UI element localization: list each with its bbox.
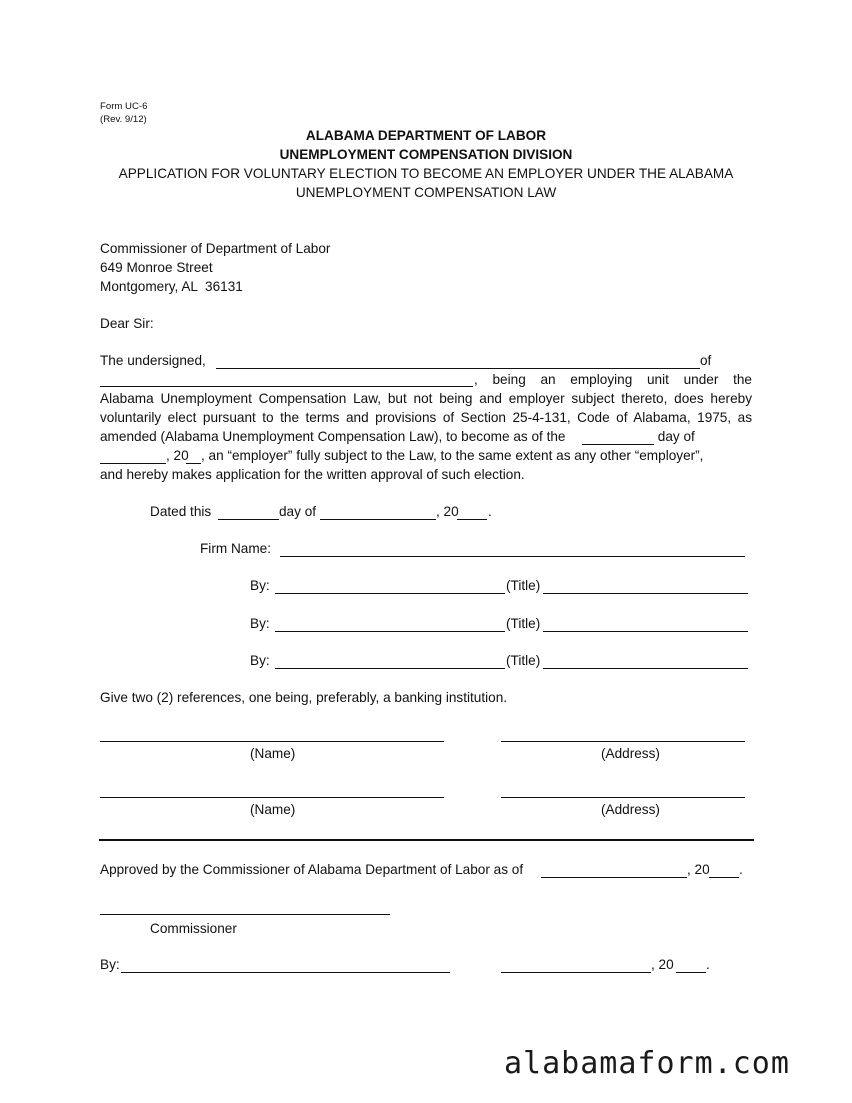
signature-title-field-1[interactable] [543,593,748,594]
approval-year-field[interactable] [709,877,739,878]
commissioner-signature-field[interactable] [100,914,390,915]
body-line3: Alabama Unemployment Compensation Law, but not being and employer subject thereto, does hereby [100,391,752,406]
election-month-field[interactable] [100,463,166,464]
body-day-of-label: day of [654,429,695,444]
body-undersigned-label: The undersigned, [100,353,210,368]
header-division: UNEMPLOYMENT COMPENSATION DIVISION [279,147,573,162]
approval-by-year-label: , 20 [651,957,674,972]
body-of-label: of [700,353,712,368]
title-label-1: (Title) [506,578,541,593]
firm-name-label: Firm Name: [200,541,271,556]
dated-day-of-label: day of [279,504,320,519]
section-divider [99,839,754,841]
signature-by-field-1[interactable] [275,593,505,594]
form-revision: (Rev. 9/12) [100,114,147,125]
dated-label: Dated this [150,504,215,519]
undersigned-name-field[interactable] [216,368,700,369]
approval-text: Approved by the Commissioner of Alabama Department of Labor as of [100,862,527,877]
signature-title-field-3[interactable] [543,668,748,669]
employer-address-field[interactable] [100,386,473,387]
site-watermark: alabamaform.com [504,1046,790,1081]
approval-by-label: By: [100,957,120,972]
by-label-2: By: [250,616,270,631]
reference-name-label-1: (Name) [250,746,296,761]
header-title-line2: UNEMPLOYMENT COMPENSATION LAW [295,185,557,200]
signature-by-field-2[interactable] [275,631,505,632]
dated-day-field[interactable] [218,519,279,520]
body-line5-text: amended (Alabama Unemployment Compensation Law), to become as of the [100,429,570,444]
body-line6-year-label: , 20 [166,448,189,463]
body-line2-text: , being an employing unit under the [474,372,752,387]
reference-address-field-1[interactable] [501,741,745,742]
header-title-line1: APPLICATION FOR VOLUNTARY ELECTION TO BECOME AN EMPLOYER UNDER THE ALABAMA [118,166,734,181]
reference-name-field-1[interactable] [100,741,444,742]
form-id: Form UC-6 [100,101,148,112]
address-line1: Commissioner of Department of Labor [100,241,331,256]
salutation: Dear Sir: [100,316,154,331]
address-line2: 649 Monroe Street [100,260,213,275]
by-label-1: By: [250,578,270,593]
references-instruction: Give two (2) references, one being, preferably, a banking institution. [100,690,508,705]
dated-year-label: , 20 [436,504,459,519]
election-day-field[interactable] [582,444,654,445]
signature-by-field-3[interactable] [275,668,505,669]
approval-by-field[interactable] [121,972,450,973]
dated-month-field[interactable] [320,519,436,520]
address-line3: Montgomery, AL 36131 [100,279,243,294]
approval-year-label: , 20 [687,862,710,877]
dated-year-field[interactable] [457,519,487,520]
firm-name-field[interactable] [280,556,745,557]
approval-by-date-field[interactable] [501,972,651,973]
approval-by-end: . [706,957,710,972]
by-label-3: By: [250,653,270,668]
reference-address-field-2[interactable] [501,797,745,798]
header-department: ALABAMA DEPARTMENT OF LABOR [305,128,547,143]
title-label-2: (Title) [506,616,541,631]
body-line6-text: , an “employer” fully subject to the Law, to the same extent as any other “employer”, [201,448,704,463]
approval-by-year-field[interactable] [676,972,706,973]
reference-name-field-2[interactable] [100,797,444,798]
reference-address-label-1: (Address) [601,746,660,761]
signature-title-field-2[interactable] [543,631,748,632]
election-year-field[interactable] [186,463,201,464]
approval-end: . [739,862,743,877]
body-line7: and hereby makes application for the written approval of such election. [100,467,525,482]
approval-date-field[interactable] [541,877,687,878]
title-label-3: (Title) [506,653,541,668]
body-line4: voluntarily elect pursuant to the terms and provisions of Section 25-4-131, Code of Alabama, 1975, as [100,410,752,425]
dated-end: . [488,504,492,519]
reference-name-label-2: (Name) [250,802,296,817]
commissioner-label: Commissioner [150,921,237,936]
reference-address-label-2: (Address) [601,802,660,817]
